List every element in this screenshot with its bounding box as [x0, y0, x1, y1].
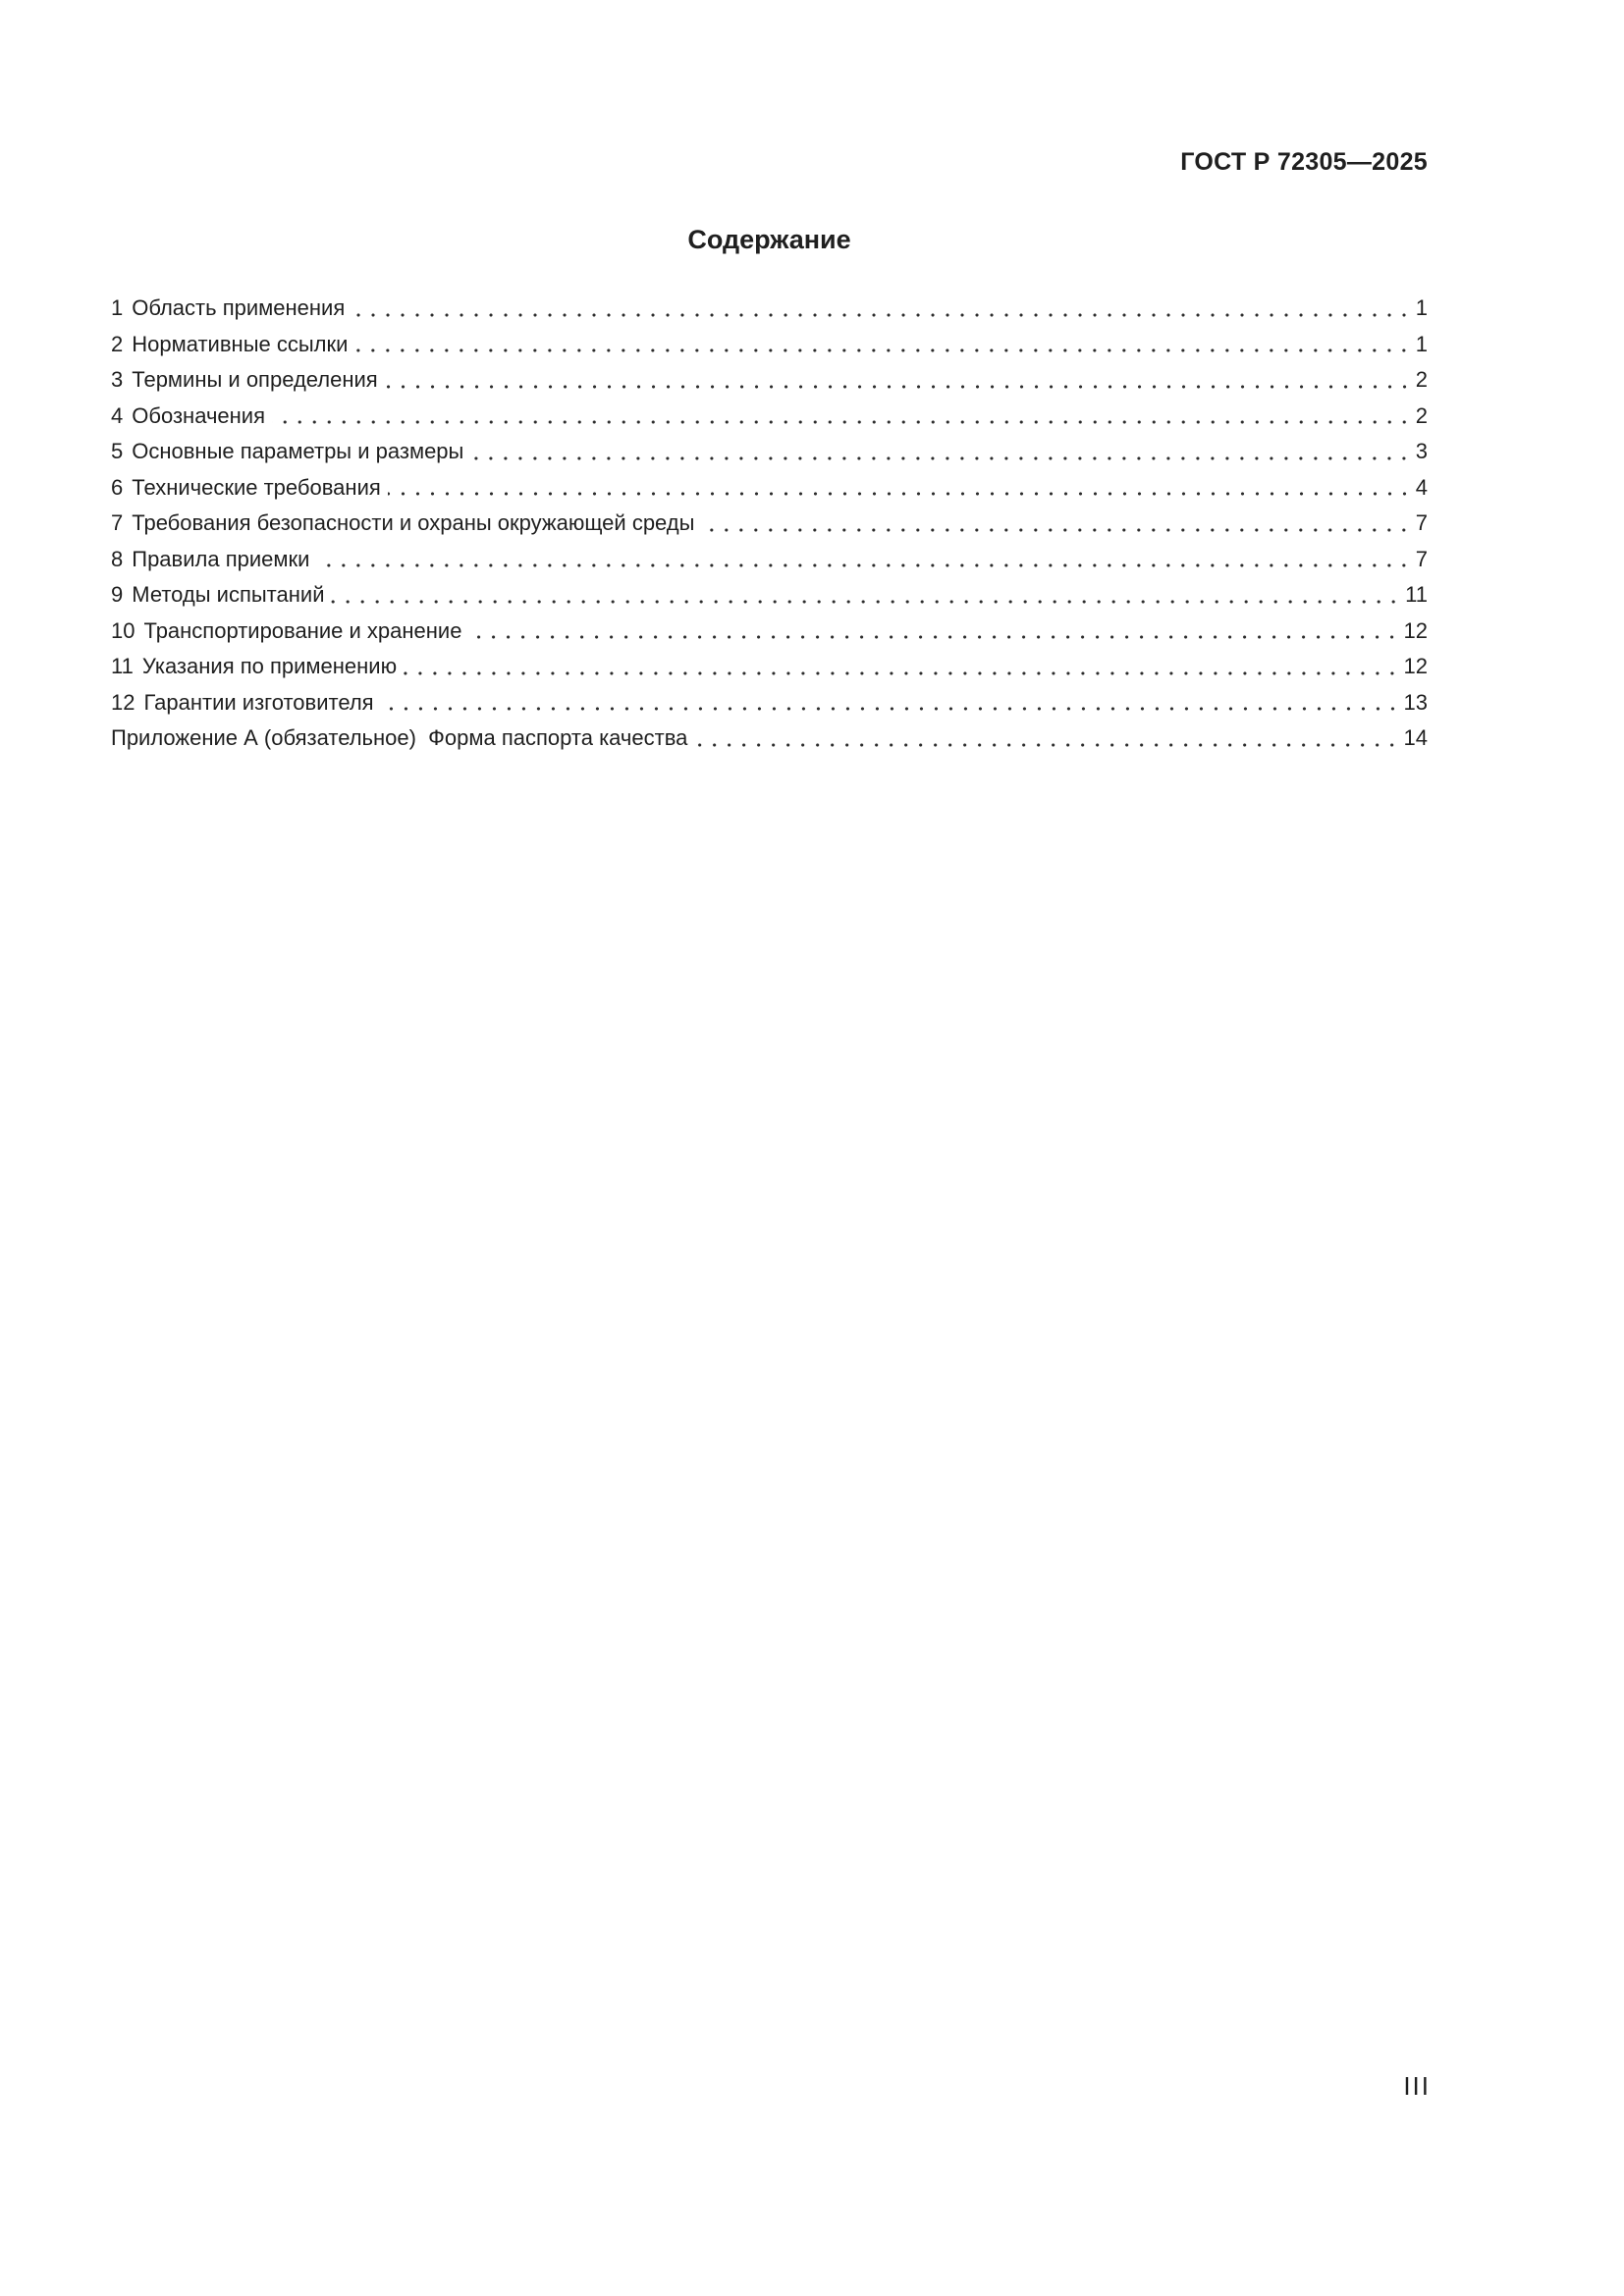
toc-entry-page: 3 [1415, 439, 1428, 463]
toc-entry-page: 13 [1403, 689, 1428, 715]
toc-entry [111, 542, 1428, 578]
toc-entry [111, 721, 1428, 757]
toc-entry [111, 614, 1428, 650]
toc-entry-page: 1 [1415, 295, 1428, 320]
toc-entry [111, 362, 1428, 399]
toc-entry-page: 11 [1405, 582, 1428, 607]
dot-leader [354, 327, 1414, 363]
toc-entry-title: Указания по применению [141, 654, 398, 678]
toc-entry [111, 327, 1428, 363]
toc-entry-number: 8 [111, 546, 124, 571]
toc-entry-page: 12 [1403, 654, 1428, 678]
toc-entry-number: 2 [111, 331, 124, 356]
toc-entry [111, 685, 1428, 721]
toc-entry-title: Обозначения [132, 402, 265, 428]
toc-entry [111, 399, 1428, 435]
toc-entry-title: Приложение А (обязательное) Форма паспорта качества [111, 725, 688, 750]
toc-entry-page: 7 [1415, 510, 1428, 535]
toc-entry [111, 291, 1428, 327]
toc-entry-page: 4 [1415, 474, 1428, 500]
dot-leader [470, 434, 1414, 470]
toc-entry-title: Гарантии изготовителя [143, 689, 374, 715]
dot-leader [701, 506, 1414, 542]
toc-entry-number: 10 [111, 617, 135, 643]
toc-entry-page: 1 [1415, 331, 1428, 356]
dot-leader [694, 721, 1402, 757]
dot-leader [404, 649, 1402, 685]
toc-entry-title: Основные параметры и размеры [132, 439, 464, 463]
toc-entry-page: 2 [1415, 402, 1428, 428]
dot-leader [381, 685, 1403, 721]
dot-leader [352, 291, 1415, 327]
page-title: Содержание [687, 225, 851, 254]
toc-entry-title: Транспортирование и хранение [143, 617, 462, 643]
toc-entry-number: 3 [111, 367, 124, 392]
toc-entry [111, 470, 1428, 507]
toc-entry-title: Технические требования [132, 474, 381, 500]
dot-leader [272, 399, 1415, 435]
toc-entry-number: 9 [111, 582, 124, 607]
toc-entry [111, 649, 1428, 685]
toc-entry-page: 14 [1403, 725, 1428, 750]
dot-leader [331, 577, 1404, 614]
toc-entry [111, 577, 1428, 614]
toc-entry-number: 5 [111, 439, 124, 463]
toc-entry-title: Правила приемки [132, 546, 310, 571]
page-number-roman: III [1403, 2071, 1431, 2101]
toc-entry-page: 7 [1415, 546, 1428, 571]
toc-entry-number: 7 [111, 510, 124, 535]
toc-entry [111, 506, 1428, 542]
table-of-contents [111, 291, 1428, 757]
toc-entry-number: 6 [111, 474, 124, 500]
toc-entry-title: Методы испытаний [132, 582, 325, 607]
dot-leader [388, 470, 1415, 507]
toc-entry-title: Область применения [132, 295, 346, 320]
toc-entry-number: 4 [111, 402, 124, 428]
dot-leader [316, 542, 1414, 578]
toc-entry-number: 11 [111, 654, 134, 678]
toc-entry-title: Нормативные ссылки [132, 331, 349, 356]
dot-leader [385, 362, 1415, 399]
toc-entry-page: 12 [1403, 617, 1428, 643]
toc-entry [111, 434, 1428, 470]
toc-entry-title: Термины и определения [132, 367, 378, 392]
toc-entry-number: 1 [111, 295, 124, 320]
standard-number-header: ГОСТ Р 72305—2025 [1180, 148, 1428, 176]
toc-entry-title: Требования безопасности и охраны окружающей среды [132, 510, 695, 535]
toc-entry-number: 12 [111, 689, 135, 715]
dot-leader [468, 614, 1402, 650]
toc-entry-page: 2 [1415, 367, 1428, 392]
